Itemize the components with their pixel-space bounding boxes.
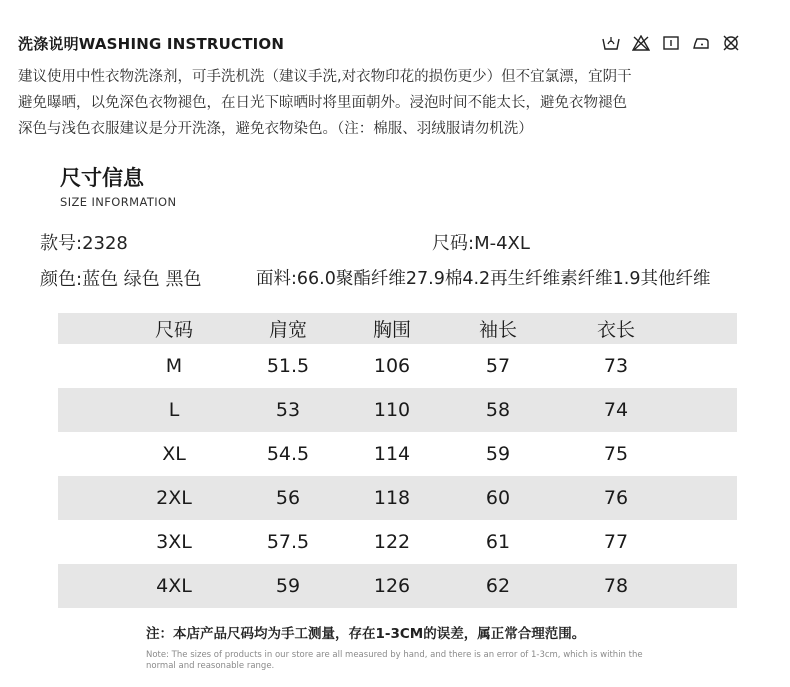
- style-number: 款号:2328: [40, 233, 128, 254]
- table-cell-2: 110: [373, 399, 411, 421]
- table-row: [58, 520, 737, 564]
- table-cell-1: 51.5: [266, 355, 310, 377]
- table-row: [58, 564, 737, 608]
- table-cell-1: 53: [275, 399, 301, 421]
- iron-icon: [692, 35, 710, 51]
- table-cell-4: 73: [603, 355, 629, 377]
- table-cell-0: 4XL: [156, 575, 192, 597]
- table-cell-1: 57.5: [266, 531, 310, 553]
- table-cell-1: 59: [275, 575, 301, 597]
- measurement-note-cn: 注：本店产品尺码均为手工测量，存在1-3CM的误差，属正常合理范围。: [146, 626, 586, 642]
- table-header-row: [58, 313, 737, 344]
- hand-wash-icon: [602, 35, 620, 51]
- table-cell-2: 118: [373, 487, 411, 509]
- table-cell-1: 56: [275, 487, 301, 509]
- table-cell-4: 74: [603, 399, 629, 421]
- washing-line: 深色与浅色衣服建议是分开洗涤，避免衣物染色。（注：棉服、羽绒服请勿机洗）: [18, 121, 533, 137]
- table-cell-3: 62: [485, 575, 511, 597]
- table-cell-3: 60: [485, 487, 511, 509]
- table-cell-0: L: [168, 399, 180, 421]
- table-cell-2: 126: [373, 575, 411, 597]
- size-subheading: SIZE INFORMATION: [60, 195, 177, 209]
- table-cell-0: 3XL: [156, 531, 192, 553]
- tumble-dry-icon: [662, 35, 680, 51]
- table-header-cell-4: 衣长: [596, 319, 635, 341]
- table-header-cell-2: 胸围: [372, 319, 411, 341]
- washing-instructions: [18, 64, 778, 142]
- table-row: [58, 476, 737, 520]
- table-cell-0: M: [165, 355, 183, 377]
- table-cell-2: 106: [373, 355, 411, 377]
- table-header-cell-3: 袖长: [478, 319, 517, 341]
- care-symbols: [602, 35, 740, 51]
- table-cell-2: 122: [373, 531, 411, 553]
- color-options: 颜色:蓝色 绿色 黑色: [40, 269, 202, 290]
- no-bleach-icon: [632, 35, 650, 51]
- size-table: [58, 313, 737, 608]
- fabric-composition: 面料:66.0聚酯纤维27.9棉4.2再生纤维素纤维1.9其他纤维: [256, 269, 711, 289]
- no-dry-clean-icon: [722, 35, 740, 51]
- washing-line: 避免曝晒，以免深色衣物褪色，在日光下晾晒时将里面朝外。浸泡时间不能太长，避免衣物褪色: [18, 95, 627, 111]
- washing-line: 建议使用中性衣物洗涤剂，可手洗机洗（建议手洗,对衣物印花的损伤更少）但不宜氯漂，宜阴干: [18, 69, 632, 85]
- table-row: [58, 432, 737, 476]
- table-row: [58, 344, 737, 388]
- washing-title: 洗涤说明WASHING INSTRUCTION: [18, 35, 285, 53]
- table-header-cell-1: 肩宽: [268, 319, 307, 341]
- table-cell-4: 75: [603, 443, 629, 465]
- table-cell-0: 2XL: [156, 487, 192, 509]
- table-cell-3: 58: [485, 399, 511, 421]
- table-cell-0: XL: [162, 443, 186, 465]
- table-cell-4: 76: [603, 487, 629, 509]
- table-cell-2: 114: [373, 443, 411, 465]
- measurement-note-en: Note: The sizes of products in our store are all measured by hand, and there is an error of 1-3cm, which is within the normal and reasonable range.: [146, 650, 643, 671]
- table-cell-1: 54.5: [266, 443, 310, 465]
- table-cell-3: 57: [485, 355, 511, 377]
- size-heading: 尺寸信息: [60, 166, 144, 190]
- table-cell-3: 61: [485, 531, 511, 553]
- table-row: [58, 388, 737, 432]
- size-range: 尺码:M-4XL: [432, 233, 530, 254]
- table-header-cell-0: 尺码: [154, 319, 193, 341]
- table-cell-3: 59: [485, 443, 511, 465]
- table-cell-4: 77: [603, 531, 629, 553]
- table-cell-4: 78: [603, 575, 629, 597]
